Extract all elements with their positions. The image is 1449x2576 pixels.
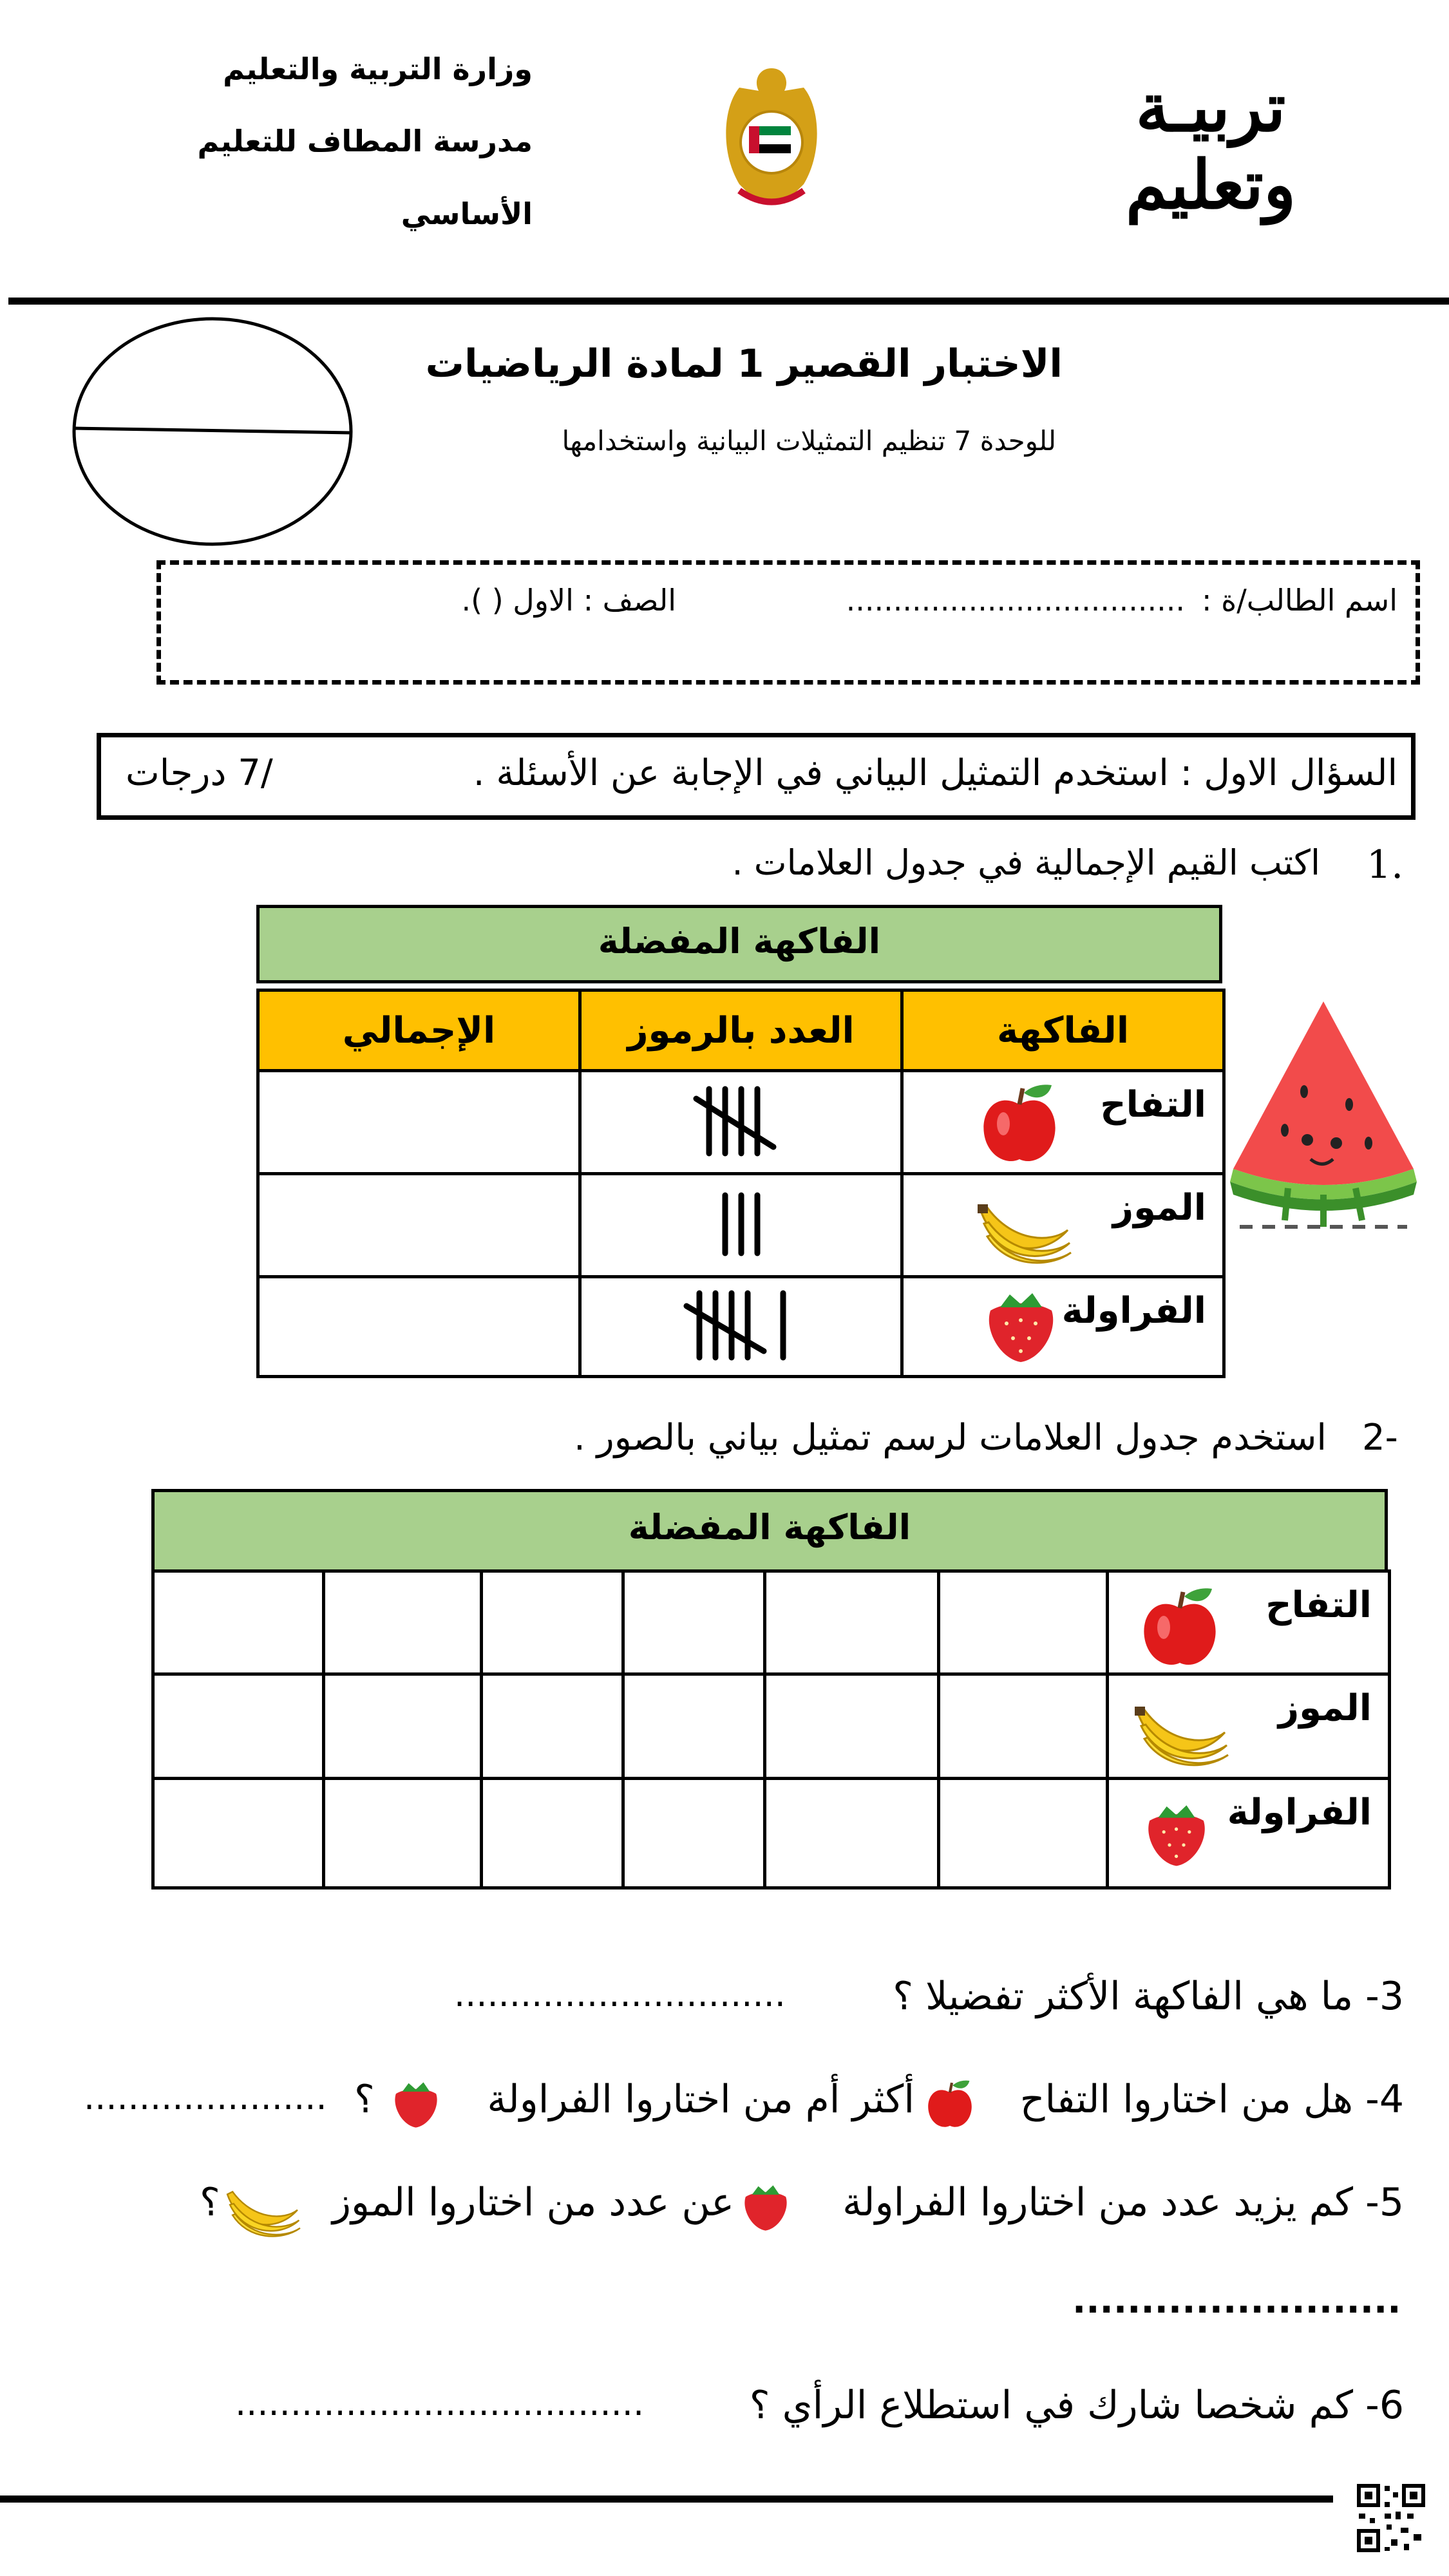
fruit-apple-cell bbox=[902, 1071, 1224, 1174]
quiz-subtitle: للوحدة 7 تنظيم التمثيلات البيانية واستخدامها bbox=[562, 425, 1056, 457]
picture-cell[interactable] bbox=[765, 1674, 939, 1779]
student-name-field[interactable]: .................................... bbox=[846, 583, 1185, 618]
fruit-strawberry-cell bbox=[902, 1277, 1224, 1377]
picture-cell[interactable] bbox=[939, 1571, 1108, 1674]
picture-row-strawberry-label: الفراولة bbox=[1227, 1792, 1372, 1833]
question1-marks: /7 درجات bbox=[126, 752, 273, 794]
school-name: مدرسة المطاف للتعليم bbox=[197, 124, 533, 158]
tally-strawberry bbox=[580, 1277, 902, 1377]
question4-mark: ؟ bbox=[354, 2077, 375, 2122]
tally-table-title: الفاكهة المفضلة bbox=[598, 921, 881, 961]
question3-answer[interactable]: .............................. bbox=[454, 1974, 786, 2014]
question6-answer[interactable]: ..................................... bbox=[235, 2383, 645, 2423]
strawberry-icon bbox=[739, 2180, 792, 2235]
fruit-banana-label: الموز bbox=[1112, 1187, 1206, 1229]
question4-text-a: 4- هل من اختاروا التفاح bbox=[1019, 2077, 1404, 2122]
total-answer-apple[interactable] bbox=[258, 1071, 580, 1174]
picture-row-apple bbox=[1108, 1571, 1390, 1674]
header-total: الإجمالي bbox=[258, 990, 580, 1071]
footer-divider bbox=[0, 2496, 1333, 2503]
picture-cell[interactable] bbox=[623, 1779, 765, 1888]
picture-cell[interactable] bbox=[765, 1779, 939, 1888]
picture-graph-title: الفاكهة المفضلة bbox=[628, 1507, 911, 1548]
item1-number: 1. bbox=[1367, 842, 1404, 887]
tally-marks-six bbox=[680, 1287, 802, 1364]
banana-icon bbox=[1132, 1687, 1231, 1771]
apple-icon bbox=[978, 1079, 1061, 1169]
logo-text-cont: وتعليم bbox=[1125, 145, 1296, 224]
picture-row-strawberry bbox=[1108, 1779, 1390, 1888]
picture-cell[interactable] bbox=[939, 1779, 1108, 1888]
question5-text-a: 5- كم يزيد عدد من اختاروا الفراولة bbox=[842, 2180, 1404, 2225]
student-info-box bbox=[156, 560, 1420, 685]
strawberry-icon bbox=[981, 1288, 1061, 1365]
apple-icon bbox=[924, 2077, 976, 2132]
qr-code-icon bbox=[1356, 2483, 1426, 2553]
picture-cell[interactable] bbox=[623, 1571, 765, 1674]
strawberry-icon bbox=[1141, 1796, 1212, 1873]
total-answer-strawberry[interactable] bbox=[258, 1277, 580, 1377]
header-tally: العدد بالرموز bbox=[580, 990, 902, 1071]
header-fruit: الفاكهة bbox=[902, 990, 1224, 1071]
strawberry-icon bbox=[390, 2077, 442, 2132]
question1-text: السؤال الاول : استخدم التمثيل البياني في الإجابة عن الأسئلة . bbox=[473, 752, 1397, 794]
question5-text-b: عن عدد من اختاروا الموز bbox=[332, 2180, 734, 2225]
tally-apple bbox=[580, 1071, 902, 1174]
banana-icon bbox=[974, 1185, 1074, 1269]
picture-row-banana-label: الموز bbox=[1278, 1687, 1372, 1729]
school-name-cont: الأساسي bbox=[401, 196, 533, 231]
item2-number: 2- bbox=[1362, 1417, 1398, 1459]
question5-mark: ؟ bbox=[200, 2180, 220, 2225]
question6-text: 6- كم شخصا شارك في استطلاع الرأي ؟ bbox=[749, 2383, 1404, 2428]
picture-cell[interactable] bbox=[153, 1779, 324, 1888]
ministry-name: وزارة التربية والتعليم bbox=[223, 52, 533, 86]
logo-text: تربيـة bbox=[1135, 68, 1286, 147]
picture-cell[interactable] bbox=[482, 1571, 623, 1674]
picture-cell[interactable] bbox=[153, 1674, 324, 1779]
banana-icon bbox=[222, 2174, 303, 2241]
header-divider bbox=[8, 298, 1449, 305]
picture-cell[interactable] bbox=[324, 1571, 482, 1674]
picture-row-apple-label: التفاح bbox=[1265, 1584, 1372, 1626]
picture-cell[interactable] bbox=[765, 1571, 939, 1674]
picture-cell[interactable] bbox=[939, 1674, 1108, 1779]
student-name-label: اسم الطالب/ة : bbox=[1201, 583, 1397, 618]
fruit-strawberry-label: الفراولة bbox=[1061, 1290, 1206, 1332]
grade-circle bbox=[71, 316, 354, 547]
question4-answer[interactable]: ...................... bbox=[84, 2077, 327, 2117]
picture-cell[interactable] bbox=[482, 1674, 623, 1779]
tally-marks-three bbox=[703, 1186, 780, 1263]
fruit-banana-cell bbox=[902, 1174, 1224, 1277]
tally-marks-five bbox=[690, 1083, 793, 1160]
picture-cell[interactable] bbox=[482, 1779, 623, 1888]
tally-table bbox=[256, 989, 1226, 1378]
quiz-title: الاختبار القصير 1 لمادة الرياضيات bbox=[425, 341, 1063, 386]
class-label: الصف : الاول ( ). bbox=[461, 583, 676, 618]
picture-cell[interactable] bbox=[324, 1779, 482, 1888]
watermelon-character-icon bbox=[1227, 995, 1420, 1240]
item1-text: اكتب القيم الإجمالية في جدول العلامات . bbox=[732, 842, 1320, 883]
picture-graph-table bbox=[151, 1569, 1391, 1889]
question3-text: 3- ما هي الفاكهة الأكثر تفضيلا ؟ bbox=[893, 1974, 1404, 2019]
picture-cell[interactable] bbox=[623, 1674, 765, 1779]
picture-cell[interactable] bbox=[153, 1571, 324, 1674]
fruit-apple-label: التفاح bbox=[1100, 1084, 1206, 1126]
item2-text: استخدم جدول العلامات لرسم تمثيل بياني بالصور . bbox=[574, 1417, 1327, 1459]
picture-row-banana bbox=[1108, 1674, 1390, 1779]
uae-emblem-icon bbox=[714, 62, 829, 216]
question5-answer[interactable]: ........................ bbox=[1072, 2280, 1401, 2322]
question4-text-b: أكثر أم من اختاروا الفراولة bbox=[487, 2077, 914, 2122]
total-answer-banana[interactable] bbox=[258, 1174, 580, 1277]
tally-banana bbox=[580, 1174, 902, 1277]
apple-icon bbox=[1138, 1582, 1222, 1672]
picture-cell[interactable] bbox=[324, 1674, 482, 1779]
